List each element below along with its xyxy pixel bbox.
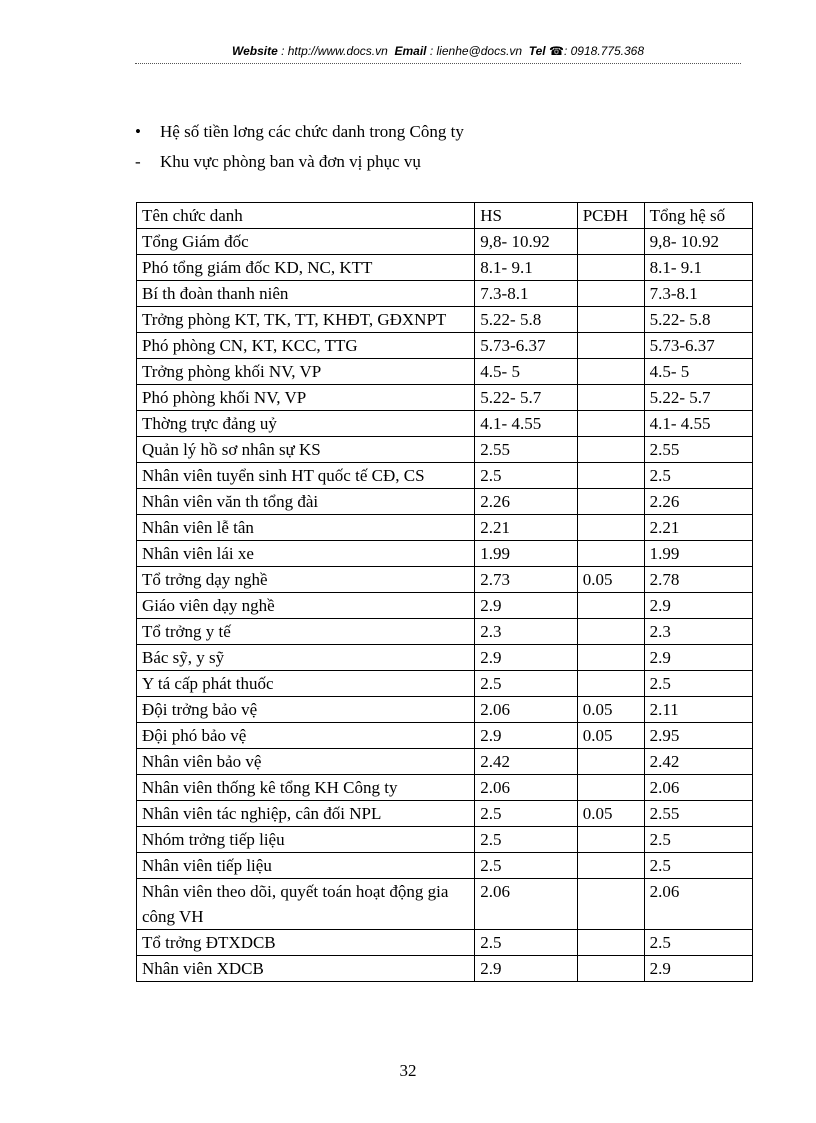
table-row [137, 463, 753, 489]
total-cell: 2.55 [644, 437, 752, 463]
page-header [135, 44, 741, 64]
column-header: PCĐH [577, 203, 644, 229]
pcdh-cell [577, 515, 644, 541]
title-cell: Phó phòng khối NV, VP [137, 385, 475, 411]
table-row [137, 515, 753, 541]
tel-value: : 0918.775.368 [563, 44, 645, 58]
bullet-text: Hệ số tiền lơng các chức danh trong Công ty [160, 122, 464, 141]
hs-cell: 5.22- 5.8 [475, 307, 577, 333]
total-cell: 5.22- 5.7 [644, 385, 752, 411]
hs-cell: 2.5 [475, 801, 577, 827]
total-cell: 2.5 [644, 930, 752, 956]
table-body [137, 203, 753, 982]
title-cell: Tổng Giám đốc [137, 229, 475, 255]
dash-icon: - [135, 152, 141, 171]
pcdh-cell [577, 671, 644, 697]
pcdh-cell [577, 956, 644, 982]
title-cell: Đội phó bảo vệ [137, 723, 475, 749]
pcdh-cell [577, 853, 644, 879]
hs-cell: 2.5 [475, 671, 577, 697]
pcdh-cell: 0.05 [577, 567, 644, 593]
title-cell: Y tá cấp phát thuốc [137, 671, 475, 697]
total-cell: 2.5 [644, 827, 752, 853]
title-cell: Trởng phòng KT, TK, TT, KHĐT, GĐXNPT [137, 307, 475, 333]
page-number: 32 [399, 1061, 417, 1080]
website-label: Website [231, 44, 278, 58]
pcdh-cell [577, 930, 644, 956]
table-row [137, 255, 753, 281]
total-cell: 7.3-8.1 [644, 281, 752, 307]
hs-cell: 2.06 [475, 879, 577, 930]
table-row [137, 307, 753, 333]
hs-cell: 2.5 [475, 463, 577, 489]
total-cell: 8.1- 9.1 [644, 255, 752, 281]
salary-coefficient-table [136, 202, 753, 982]
hs-cell: 2.5 [475, 930, 577, 956]
title-cell: Nhân viên tác nghiệp, cân đối NPL [137, 801, 475, 827]
total-cell: 2.5 [644, 853, 752, 879]
hs-cell: 2.9 [475, 723, 577, 749]
table-row [137, 619, 753, 645]
pcdh-cell [577, 281, 644, 307]
pcdh-cell [577, 879, 644, 930]
title-cell: Tổ trởng dạy nghề [137, 567, 475, 593]
table-row [137, 671, 753, 697]
title-cell: Tổ trởng y tế [137, 619, 475, 645]
total-cell: 2.5 [644, 463, 752, 489]
table-row [137, 749, 753, 775]
table-row [137, 359, 753, 385]
hs-cell: 2.9 [475, 593, 577, 619]
total-cell: 2.21 [644, 515, 752, 541]
table-row [137, 775, 753, 801]
email-value: : lienhe@docs.vn [429, 44, 523, 58]
table-row [137, 333, 753, 359]
title-cell: Giáo viên dạy nghề [137, 593, 475, 619]
column-header: Tên chức danh [137, 203, 475, 229]
table-row [137, 645, 753, 671]
table-row [137, 281, 753, 307]
table-row [137, 385, 753, 411]
table-row [137, 697, 753, 723]
title-cell: Thờng trực đảng uỷ [137, 411, 475, 437]
total-cell: 2.5 [644, 671, 752, 697]
table-row [137, 567, 753, 593]
pcdh-cell: 0.05 [577, 697, 644, 723]
total-cell: 1.99 [644, 541, 752, 567]
total-cell: 4.5- 5 [644, 359, 752, 385]
table-row [137, 437, 753, 463]
title-cell: Đội trởng bảo vệ [137, 697, 475, 723]
total-cell: 2.55 [644, 801, 752, 827]
pcdh-cell [577, 307, 644, 333]
hs-cell: 5.22- 5.7 [475, 385, 577, 411]
dash-text: Khu vực phòng ban và đơn vị phục vụ [160, 152, 421, 171]
title-cell: Phó tổng giám đốc KD, NC, KTT [137, 255, 475, 281]
pcdh-cell [577, 411, 644, 437]
pcdh-cell [577, 827, 644, 853]
table-row [137, 827, 753, 853]
title-cell: Nhân viên XDCB [137, 956, 475, 982]
title-cell: Bác sỹ, y sỹ [137, 645, 475, 671]
pcdh-cell [577, 775, 644, 801]
total-cell: 2.06 [644, 775, 752, 801]
total-cell: 2.9 [644, 645, 752, 671]
pcdh-cell [577, 385, 644, 411]
total-cell: 2.26 [644, 489, 752, 515]
title-cell: Tổ trởng ĐTXDCB [137, 930, 475, 956]
table-header-row [137, 203, 753, 229]
website-value: : http://www.docs.vn [281, 44, 388, 58]
hs-cell: 2.26 [475, 489, 577, 515]
hs-cell: 9,8- 10.92 [475, 229, 577, 255]
pcdh-cell: 0.05 [577, 801, 644, 827]
hs-cell: 2.9 [475, 645, 577, 671]
title-cell: Quản lý hồ sơ nhân sự KS [137, 437, 475, 463]
total-cell: 2.9 [644, 593, 752, 619]
pcdh-cell [577, 229, 644, 255]
hs-cell: 2.06 [475, 697, 577, 723]
total-cell: 2.11 [644, 697, 752, 723]
table-row [137, 723, 753, 749]
total-cell: 2.95 [644, 723, 752, 749]
title-cell: Nhân viên lái xe [137, 541, 475, 567]
title-cell: Nhân viên theo dõi, quyết toán hoạt động gia công VH [137, 879, 475, 930]
title-cell: Phó phòng CN, KT, KCC, TTG [137, 333, 475, 359]
hs-cell: 8.1- 9.1 [475, 255, 577, 281]
table-row [137, 411, 753, 437]
bullet-icon: • [135, 122, 141, 141]
table-row [137, 541, 753, 567]
column-header: Tổng hệ số [644, 203, 752, 229]
total-cell: 5.73-6.37 [644, 333, 752, 359]
pcdh-cell [577, 619, 644, 645]
pcdh-cell [577, 437, 644, 463]
title-cell: Nhân viên văn th tổng đài [137, 489, 475, 515]
pcdh-cell [577, 255, 644, 281]
hs-cell: 2.5 [475, 853, 577, 879]
hs-cell: 7.3-8.1 [475, 281, 577, 307]
total-cell: 2.9 [644, 956, 752, 982]
total-cell: 2.3 [644, 619, 752, 645]
pcdh-cell [577, 463, 644, 489]
title-cell: Nhân viên tuyển sinh HT quốc tế CĐ, CS [137, 463, 475, 489]
table-row [137, 930, 753, 956]
title-cell: Nhóm trởng tiếp liệu [137, 827, 475, 853]
hs-cell: 2.3 [475, 619, 577, 645]
hs-cell: 1.99 [475, 541, 577, 567]
table-row [137, 853, 753, 879]
hs-cell: 2.06 [475, 775, 577, 801]
total-cell: 2.42 [644, 749, 752, 775]
pcdh-cell: 0.05 [577, 723, 644, 749]
title-cell: Nhân viên lễ tân [137, 515, 475, 541]
title-cell: Trởng phòng khối NV, VP [137, 359, 475, 385]
pcdh-cell [577, 333, 644, 359]
dash-line [135, 152, 421, 172]
hs-cell: 2.5 [475, 827, 577, 853]
total-cell: 2.78 [644, 567, 752, 593]
header-divider [135, 63, 741, 64]
pcdh-cell [577, 593, 644, 619]
total-cell: 4.1- 4.55 [644, 411, 752, 437]
hs-cell: 4.5- 5 [475, 359, 577, 385]
bullet-line [135, 122, 464, 142]
title-cell: Nhân viên bảo vệ [137, 749, 475, 775]
hs-cell: 2.21 [475, 515, 577, 541]
total-cell: 9,8- 10.92 [644, 229, 752, 255]
pcdh-cell [577, 749, 644, 775]
pcdh-cell [577, 489, 644, 515]
hs-cell: 2.73 [475, 567, 577, 593]
hs-cell: 2.9 [475, 956, 577, 982]
hs-cell: 4.1- 4.55 [475, 411, 577, 437]
phone-icon: ☎ [549, 44, 564, 58]
title-cell: Nhân viên thống kê tổng KH Công ty [137, 775, 475, 801]
table-row [137, 879, 753, 930]
total-cell: 5.22- 5.8 [644, 307, 752, 333]
column-header: HS [475, 203, 577, 229]
pcdh-cell [577, 359, 644, 385]
email-label: Email [394, 44, 427, 58]
pcdh-cell [577, 541, 644, 567]
table-row [137, 956, 753, 982]
title-cell: Nhân viên tiếp liệu [137, 853, 475, 879]
table-row [137, 593, 753, 619]
table-row [137, 489, 753, 515]
total-cell: 2.06 [644, 879, 752, 930]
tel-label: Tel [528, 44, 546, 58]
title-cell: Bí th đoàn thanh niên [137, 281, 475, 307]
hs-cell: 5.73-6.37 [475, 333, 577, 359]
hs-cell: 2.55 [475, 437, 577, 463]
pcdh-cell [577, 645, 644, 671]
hs-cell: 2.42 [475, 749, 577, 775]
table-row [137, 229, 753, 255]
table-row [137, 801, 753, 827]
